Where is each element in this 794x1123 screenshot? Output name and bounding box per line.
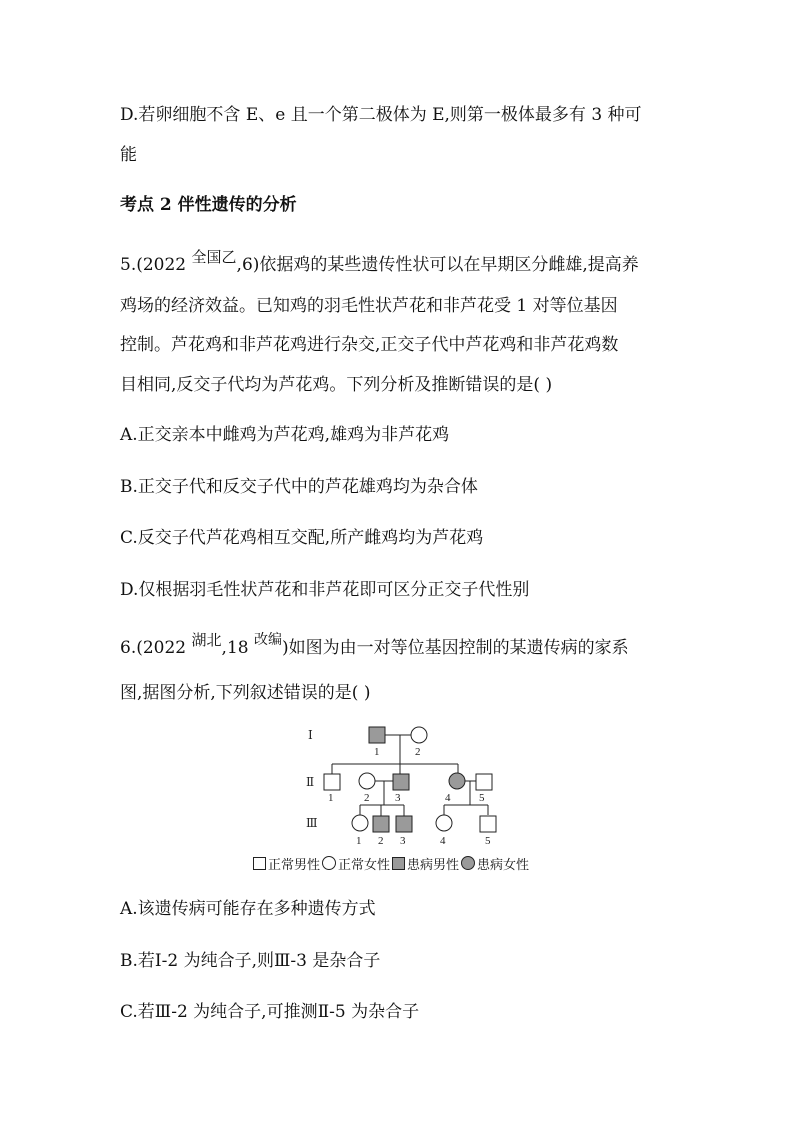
pedigree-lines (332, 735, 488, 816)
individual-iii3-affected-male (396, 816, 412, 832)
q5-number: 5.(2022 (120, 255, 192, 275)
q6-line1 (120, 631, 629, 660)
legend-affected-female-label: 患病女性 (477, 857, 530, 873)
q5-source-suffix: ,6) (236, 255, 260, 275)
label-iii2: 2 (378, 835, 384, 847)
q6-source-a: 湖北 (191, 631, 222, 649)
gen-label-3: Ⅲ (306, 816, 318, 830)
gen-label-2: Ⅱ (306, 775, 315, 789)
label-ii1: 1 (328, 792, 334, 804)
label-iii3: 3 (400, 835, 406, 847)
q5-line1 (120, 248, 639, 276)
label-iii1: 1 (356, 835, 362, 847)
q5-option-d: D.仅根据羽毛性状芦花和非芦花即可区分正交子代性别 (120, 580, 530, 600)
legend-affected-female-symbol (461, 856, 475, 870)
legend-normal-male-label: 正常男性 (268, 857, 321, 873)
q6-option-a: A.该遗传病可能存在多种遗传方式 (120, 899, 376, 919)
q6-option-c: C.若Ⅲ-2 为纯合子,可推测Ⅱ-5 为杂合子 (120, 1002, 420, 1022)
label-iii5: 5 (485, 835, 491, 847)
individual-ii3-affected-male (393, 774, 409, 790)
pedigree-legend (253, 853, 531, 873)
q4-option-d-line1: D.若卵细胞不含 E、e 且一个第二极体为 E,则第一极体最多有 3 种可 (120, 105, 642, 125)
individual-ii5-normal-male (476, 774, 492, 790)
label-iii4: 4 (440, 835, 446, 847)
individual-i1-affected-male (369, 727, 385, 743)
legend-affected-male-label: 患病男性 (407, 857, 460, 873)
pedigree-chart (250, 718, 530, 848)
individual-ii4-affected-female (449, 773, 465, 789)
legend-normal-female-label: 正常女性 (338, 857, 391, 873)
q5-stem-start: 依据鸡的某些遗传性状可以在早期区分雌雄,提高养 (259, 255, 639, 275)
q6-line2: 图,据图分析,下列叙述错误的是( ) (120, 683, 371, 703)
q5-line4: 目相同,反交子代均为芦花鸡。下列分析及推断错误的是( ) (120, 375, 553, 395)
label-i1: 1 (374, 746, 380, 758)
q5-line2: 鸡场的经济效益。已知鸡的羽毛性状芦花和非芦花受 1 对等位基因 (120, 296, 618, 316)
individual-ii2-normal-female (359, 773, 375, 789)
individual-iii1-normal-female (352, 815, 368, 831)
q6-number: 6.(2022 (120, 638, 192, 658)
q6-stem-start: )如图为由一对等位基因控制的某遗传病的家系 (282, 638, 629, 658)
q5-source: 全国乙 (191, 248, 237, 266)
q5-option-b: B.正交子代和反交子代中的芦花雄鸡均为杂合体 (120, 477, 478, 497)
label-ii4: 4 (445, 792, 451, 804)
q6-source-mid: ,18 (221, 638, 254, 658)
individual-iii2-affected-male (373, 816, 389, 832)
gen-label-1: Ⅰ (308, 728, 313, 742)
label-ii3: 3 (395, 792, 401, 804)
q6-source-b: 改编 (254, 632, 282, 648)
q5-line3: 控制。芦花鸡和非芦花鸡进行杂交,正交子代中芦花鸡和非芦花鸡数 (120, 335, 619, 355)
individual-iii5-normal-male (480, 816, 496, 832)
individual-iii4-normal-female (436, 815, 452, 831)
q5-option-a: A.正交亲本中雌鸡为芦花鸡,雄鸡为非芦花鸡 (120, 425, 450, 445)
legend-normal-female-symbol (322, 856, 336, 870)
q6-option-b: B.若Ⅰ-2 为纯合子,则Ⅲ-3 是杂合子 (120, 951, 381, 971)
legend-affected-male-symbol (392, 857, 405, 870)
individual-i2-normal-female (411, 727, 427, 743)
q4-option-d-line2: 能 (120, 145, 137, 165)
individual-ii1-normal-male (324, 774, 340, 790)
label-ii5: 5 (479, 792, 485, 804)
label-i2: 2 (415, 746, 421, 758)
q5-option-c: C.反交子代芦花鸡相互交配,所产雌鸡均为芦花鸡 (120, 528, 484, 548)
legend-normal-male-symbol (253, 857, 266, 870)
section-title: 考点 2 伴性遗传的分析 (120, 195, 297, 215)
label-ii2: 2 (364, 792, 370, 804)
